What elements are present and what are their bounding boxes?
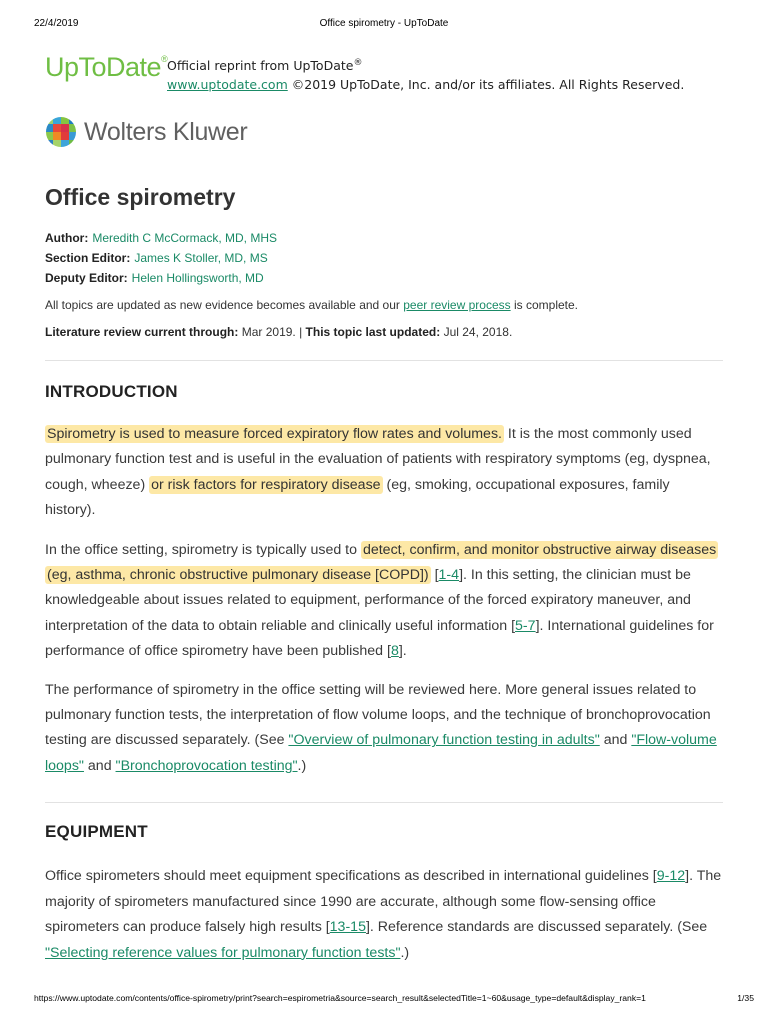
article-title: Office spirometry [45, 184, 236, 210]
text-run: and [83, 757, 116, 774]
uptodate-site-link[interactable]: www.uptodate.com [167, 77, 288, 93]
reference-link[interactable]: 13-15 [329, 919, 366, 936]
wolters-kluwer-logo [45, 116, 247, 148]
update-note [45, 297, 723, 313]
reference-link[interactable]: 8 [390, 643, 399, 660]
introduction-paragraph-1 [45, 422, 723, 524]
introduction-heading: INTRODUCTION [45, 382, 178, 401]
text-run: Office spirometers should meet equipment specifications as described in international guidelines [ [45, 868, 657, 885]
text-run: ]. In this setting, the clinician must be knowledgeable about issues related to equipment, performance of the forced expiratory maneuver, and interpretation of the data to obtain reliable and clinically useful information [ [45, 567, 691, 634]
print-header [34, 18, 734, 32]
reprint-line: Official reprint from UpToDate [167, 58, 354, 74]
uptodate-logo [45, 52, 167, 83]
print-footer [34, 993, 754, 1003]
text-run: ]. [398, 643, 407, 660]
highlight: detect, confirm, and monitor obstructive airway diseases [362, 541, 717, 558]
introduction-paragraph-2 [45, 538, 723, 665]
topic-link-pft-overview[interactable]: "Overview of pulmonary function testing in adults" [288, 732, 600, 749]
highlight: or risk factors for respiratory disease [151, 476, 381, 493]
topic-link-bronchoprovocation[interactable]: "Bronchoprovocation testing" [115, 757, 298, 774]
text-run: and [599, 732, 632, 749]
uptodate-logo-text: UpToDate [45, 52, 162, 82]
text-run: ]. The majority of spirometers manufactured since 1990 are accurate, although some flow-sensing office spirometers can produce falsely high results [ [45, 868, 722, 936]
print-url: https://www.uptodate.com/contents/office-spirometry/print?search=espirometria&source=search_result&selectedTitle=1~60&usage_type=default&display_rank=1 [34, 993, 646, 1003]
reference-link[interactable]: 1-4 [438, 567, 460, 584]
print-page-title: Office spirometry - UpToDate [319, 18, 449, 29]
section-editor-line [45, 248, 723, 268]
equipment-heading: EQUIPMENT [45, 822, 148, 842]
reprint-registered-mark: ® [353, 58, 363, 68]
highlight: Spirometry is used to measure forced expiratory flow rates and volumes. [47, 426, 502, 442]
text-run: ]. Reference standards are discussed separately. (See [365, 919, 708, 936]
update-note-text: All topics are updated as new evidence becomes available and our [45, 298, 400, 312]
print-date: 22/4/2019 [34, 18, 79, 29]
text-run: [ [430, 567, 439, 584]
author-line [45, 228, 723, 248]
lit-review-label: Literature review current through: [45, 325, 239, 339]
author-label: Author: [45, 231, 89, 245]
deputy-editor-line [45, 268, 723, 288]
copyright-text: ©2019 UpToDate, Inc. and/or its affiliates. All Rights Reserved. [291, 77, 685, 93]
text-run: .) [400, 944, 410, 961]
uptodate-registered-mark: ® [161, 54, 168, 64]
wolters-kluwer-name: Wolters Kluwer [84, 117, 248, 146]
reference-link[interactable]: 5-7 [515, 617, 536, 634]
equipment-paragraph-1 [45, 864, 723, 966]
deputy-editor-link[interactable]: Helen Hollingsworth, MD [131, 271, 264, 285]
reference-link[interactable]: 9-12 [656, 868, 686, 885]
author-link[interactable]: Meredith C McCormack, MD, MHS [92, 231, 278, 245]
text-run: ]. International guidelines for performance of office spirometry have been published [ [45, 617, 714, 660]
text-run: The performance of spirometry in the office setting will be reviewed here. More general issues related to pulmonary function tests, the interpretation of flow volume loops, and the technique of bronchoprovocation testing are discussed separately. (See [45, 681, 711, 749]
review-dates: Literature review current through: Mar 2019. | This topic last updated: Jul 24, 2018. [45, 325, 513, 339]
text-run: (eg, smoking, occupational exposures, family history). [45, 476, 670, 519]
lit-review-value: Mar 2019. [241, 325, 296, 339]
topic-link-flow-volume-loops[interactable]: "Flow-volume loops" [45, 732, 717, 774]
article [45, 184, 723, 966]
text-run: It is the most commonly used pulmonary function test and is useful in the evaluation of patients with respiratory symptoms (eg, dyspnea, cough, wheeze) [45, 426, 711, 493]
deputy-editor-label: Deputy Editor: [45, 271, 128, 285]
last-updated-value: Jul 24, 2018. [443, 325, 513, 339]
wolters-kluwer-mosaic-icon [45, 116, 77, 148]
update-note-end: is complete. [513, 298, 578, 312]
last-updated-label: This topic last updated: [305, 325, 441, 339]
highlight: (eg, asthma, chronic obstructive pulmonary disease [COPD]) [47, 567, 429, 584]
text-run: In the office setting, spirometry is typically used to [45, 541, 361, 558]
peer-review-link[interactable]: peer review process [403, 298, 511, 312]
print-page-number: 1/35 [737, 993, 754, 1003]
section-editor-label: Section Editor: [45, 251, 131, 265]
section-editor-link[interactable]: James K Stoller, MD, MS [134, 251, 268, 265]
text-run: .) [297, 757, 307, 774]
topic-link-reference-values[interactable]: "Selecting reference values for pulmonary function tests" [45, 944, 401, 961]
introduction-paragraph-3 [45, 678, 723, 780]
reprint-notice [167, 54, 684, 94]
